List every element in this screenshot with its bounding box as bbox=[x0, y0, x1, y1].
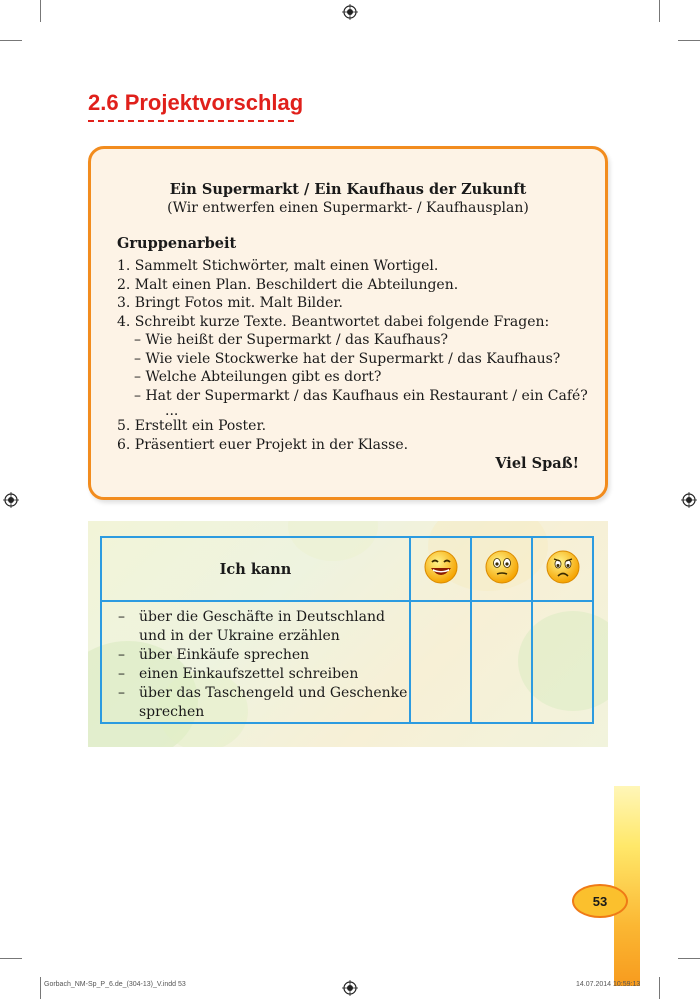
question-item: – Wie viele Stockwerke hat der Supermarkt / das Kaufhaus? bbox=[134, 350, 561, 367]
task-item: 2. Malt einen Plan. Beschildert die Abteilungen. bbox=[117, 276, 459, 293]
self-assessment-table bbox=[100, 536, 594, 724]
crop-mark bbox=[0, 958, 22, 959]
skills-cell bbox=[101, 601, 410, 723]
worried-smiley-icon bbox=[484, 549, 520, 585]
rating-cell[interactable] bbox=[410, 601, 471, 723]
registration-mark-icon bbox=[681, 492, 697, 508]
print-slug-file: Gorbach_NM-Sp_P_6.de_(304-13)_V.indd 53 bbox=[44, 981, 186, 988]
skills-list bbox=[102, 602, 409, 722]
smiley-header bbox=[532, 537, 593, 601]
question-item: – Wie heißt der Supermarkt / das Kaufhaus? bbox=[134, 332, 449, 348]
rating-cell[interactable] bbox=[471, 601, 532, 723]
table-row bbox=[101, 601, 593, 723]
task-item: 5. Erstellt ein Poster. bbox=[117, 418, 267, 434]
ich-kann-header: Ich kann bbox=[101, 537, 410, 601]
task-list bbox=[117, 257, 588, 454]
skill-item: – einen Einkaufszettel schreiben bbox=[118, 665, 409, 684]
crop-mark bbox=[40, 0, 41, 22]
project-box bbox=[88, 146, 608, 500]
ellipsis: ... bbox=[165, 403, 179, 419]
task-item: 3. Bringt Fotos mit. Malt Bilder. bbox=[117, 295, 343, 311]
laughing-smiley-icon bbox=[423, 549, 459, 585]
crop-mark bbox=[0, 40, 22, 41]
page-number: 53 bbox=[572, 884, 628, 918]
skill-item: – über Einkäufe sprechen bbox=[118, 646, 409, 665]
registration-mark-icon bbox=[3, 492, 19, 508]
question-item: – Welche Abteilungen gibt es dort? bbox=[134, 369, 382, 385]
question-item: – Hat der Supermarkt / das Kaufhaus ein Restaurant / ein Café? bbox=[134, 387, 588, 404]
crop-mark bbox=[678, 958, 700, 959]
task-item: 1. Sammelt Stichwörter, malt einen Wortigel. bbox=[117, 258, 439, 274]
print-slug-date: 14.07.2014 10:59:13 bbox=[576, 981, 641, 988]
crop-mark bbox=[659, 977, 660, 999]
closing-text: Viel Spaß! bbox=[495, 455, 579, 472]
crop-mark bbox=[678, 40, 700, 41]
project-title: Ein Supermarkt / Ein Kaufhaus der Zukunft bbox=[169, 181, 527, 198]
group-heading: Gruppenarbeit bbox=[117, 235, 237, 252]
crop-mark bbox=[40, 977, 41, 999]
title-underline bbox=[88, 120, 294, 122]
section-title: 2.6 Projektvorschlag bbox=[88, 90, 304, 115]
smiley-header bbox=[471, 537, 532, 601]
registration-mark-icon bbox=[342, 4, 358, 20]
table-header-row bbox=[101, 537, 593, 601]
skill-item: – über die Geschäfte in Deutschland und in der Ukraine erzählen bbox=[118, 608, 409, 646]
task-item: 6. Präsentiert euer Projekt in der Klasse. bbox=[117, 436, 409, 453]
rating-cell[interactable] bbox=[532, 601, 593, 723]
task-item: 4. Schreibt kurze Texte. Beantwortet dabei folgende Fragen: bbox=[117, 313, 550, 330]
skill-item: – über das Taschengeld und Geschenke sprechen bbox=[118, 684, 409, 722]
smiley-header bbox=[410, 537, 471, 601]
registration-mark-icon bbox=[342, 980, 358, 996]
crop-mark bbox=[659, 0, 660, 22]
page-edge-strip bbox=[614, 786, 640, 986]
sad-smiley-icon bbox=[545, 549, 581, 585]
project-subtitle: (Wir entwerfen einen Supermarkt- / Kaufhausplan) bbox=[167, 200, 529, 216]
